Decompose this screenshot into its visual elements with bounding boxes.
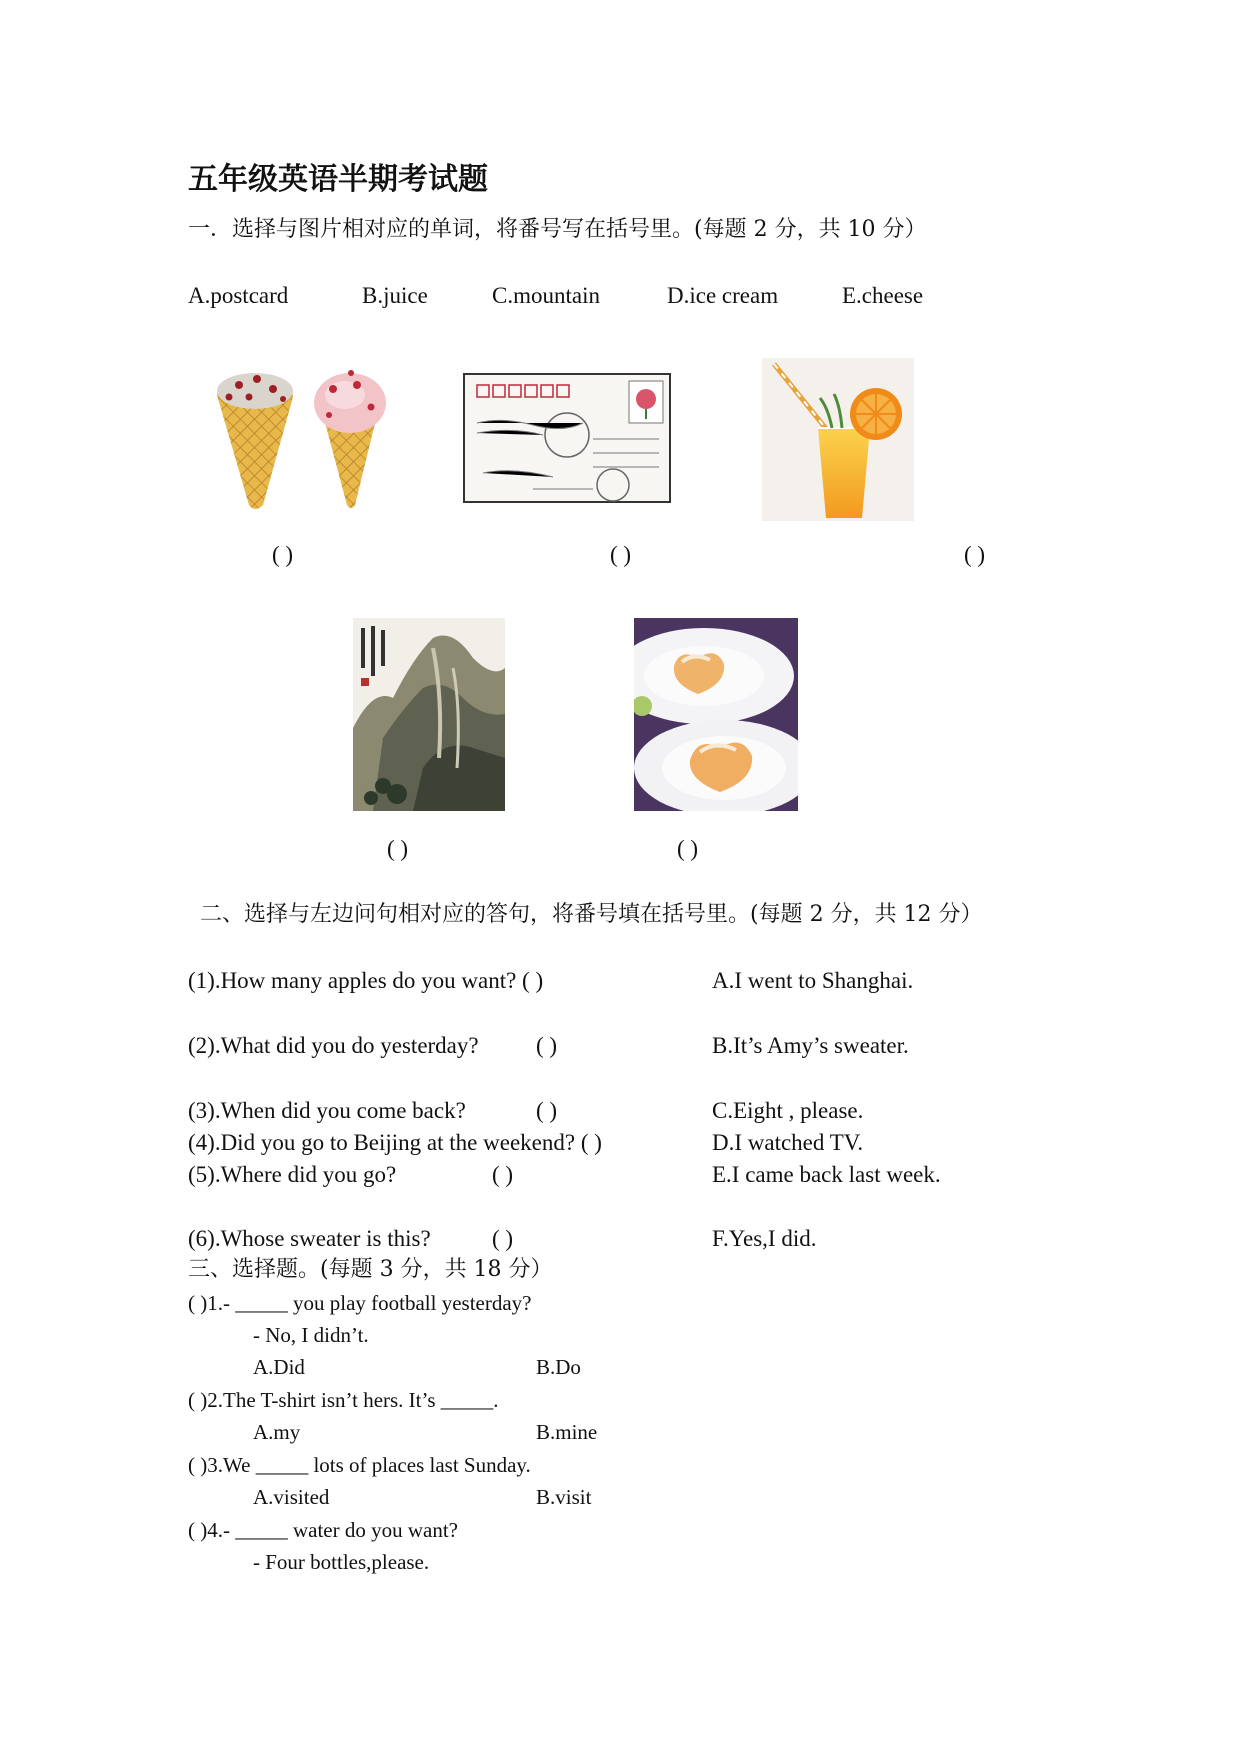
question-2: (2).What did you do yesterday?	[188, 1033, 479, 1058]
ice-cream-cones-picture	[205, 355, 395, 515]
question-5: (5).Where did you go?	[188, 1162, 397, 1187]
option-c: C.mountain	[492, 283, 600, 308]
answer-blank-picture-2[interactable]: ( )	[610, 542, 632, 567]
mcq-3-option-a[interactable]: A.visited	[253, 1485, 330, 1509]
answer-a: A.I went to Shanghai.	[712, 968, 914, 993]
answer-e: E.I came back last week.	[712, 1162, 941, 1187]
mcq-4-line2: - Four bottles,please.	[253, 1550, 430, 1574]
question-3-blank[interactable]: ( )	[536, 1098, 558, 1123]
option-e: E.cheese	[842, 283, 924, 308]
option-a: A.postcard	[188, 283, 289, 308]
question-6: (6).Whose sweater is this?	[188, 1226, 431, 1251]
mcq-1-option-a[interactable]: A.Did	[253, 1355, 305, 1379]
answer-d: D.I watched TV.	[712, 1130, 864, 1155]
answer-f: F.Yes,I did.	[712, 1226, 817, 1251]
section2-heading: 二、选择与左边问句相对应的答句，将番号填在括号里。(每题 2 分，共 12 分）	[200, 902, 983, 927]
cheese-dessert-picture	[634, 618, 798, 811]
answer-blank-picture-5[interactable]: ( )	[677, 836, 699, 861]
section1-heading: 一．选择与图片相对应的单词，将番号写在括号里。(每题 2 分，共 10 分）	[188, 217, 927, 242]
postcard-picture	[463, 373, 671, 503]
answer-blank-picture-3[interactable]: ( )	[964, 542, 986, 567]
mcq-1-stem: ( )1.- _____ you play football yesterday?	[188, 1291, 532, 1315]
mcq-2-option-a[interactable]: A.my	[253, 1420, 301, 1444]
orange-juice-picture	[762, 358, 914, 521]
option-b: B.juice	[362, 283, 428, 308]
mcq-4-stem: ( )4.- _____ water do you want?	[188, 1518, 459, 1542]
mcq-1-line2: - No, I didn’t.	[253, 1323, 369, 1347]
mcq-2-option-b[interactable]: B.mine	[536, 1420, 598, 1444]
question-1: (1).How many apples do you want? ( )	[188, 968, 544, 993]
answer-blank-picture-4[interactable]: ( )	[387, 836, 409, 861]
mcq-3-option-b[interactable]: B.visit	[536, 1485, 592, 1509]
section3-heading: 三、选择题。(每题 3 分，共 18 分）	[188, 1257, 553, 1282]
page-title: 五年级英语半期考试题	[188, 162, 488, 197]
question-4: (4).Did you go to Beijing at the weekend? ( )	[188, 1130, 602, 1155]
answer-c: C.Eight , please.	[712, 1098, 864, 1123]
question-2-blank[interactable]: ( )	[536, 1033, 558, 1058]
answer-blank-picture-1[interactable]: ( )	[272, 542, 294, 567]
question-6-blank[interactable]: ( )	[492, 1226, 514, 1251]
question-5-blank[interactable]: ( )	[492, 1162, 514, 1187]
option-d: D.ice cream	[667, 283, 779, 308]
mcq-3-stem: ( )3.We _____ lots of places last Sunday.	[188, 1453, 531, 1477]
mcq-2-stem: ( )2.The T-shirt isn’t hers. It’s _____.	[188, 1388, 499, 1412]
mountain-painting-picture	[353, 618, 505, 811]
answer-b: B.It’s Amy’s sweater.	[712, 1033, 909, 1058]
mcq-1-option-b[interactable]: B.Do	[536, 1355, 581, 1379]
question-3: (3).When did you come back?	[188, 1098, 466, 1123]
